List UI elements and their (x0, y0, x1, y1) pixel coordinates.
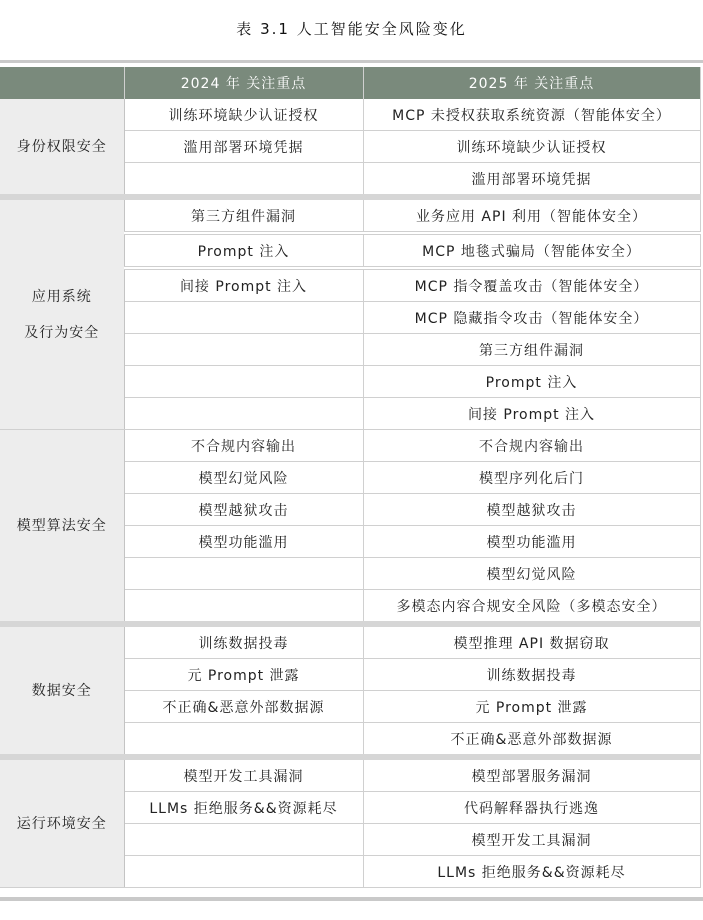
category-cell (0, 99, 124, 197)
cell-2024 (124, 856, 363, 888)
table-header-row (0, 67, 700, 99)
header-category (0, 67, 124, 99)
risk-change-table (0, 67, 701, 888)
cell-2024 (124, 366, 363, 398)
cell-2025: 业务应用 API 利用（智能体安全） (363, 197, 700, 233)
cell-2025: MCP 地毯式骗局（智能体安全） (363, 233, 700, 268)
cell-2025: 元 Prompt 泄露 (363, 691, 700, 723)
cell-2024 (124, 163, 363, 198)
category-cell (0, 624, 124, 757)
cell-2025: 第三方组件漏洞 (363, 334, 700, 366)
category-cell (0, 197, 124, 430)
cell-2024 (124, 558, 363, 590)
cell-2024: 第三方组件漏洞 (124, 197, 363, 233)
table-row (0, 624, 700, 659)
cell-2024 (124, 723, 363, 758)
category-label: 模型算法安全 (16, 517, 107, 534)
cell-2024 (124, 590, 363, 625)
cell-2025: MCP 隐藏指令攻击（智能体安全） (363, 302, 700, 334)
category-cell (0, 757, 124, 888)
cell-2025: 模型开发工具漏洞 (363, 824, 700, 856)
cell-2025: 模型功能滥用 (363, 526, 700, 558)
table-row (0, 99, 700, 131)
cell-2024: 模型功能滥用 (124, 526, 363, 558)
category-label: 应用系统 (31, 288, 92, 305)
cell-2024: 不正确&恶意外部数据源 (124, 691, 363, 723)
cell-2024: LLMs 拒绝服务&&资源耗尽 (124, 792, 363, 824)
cell-2025: 滥用部署环境凭据 (363, 163, 700, 198)
cell-2024 (124, 302, 363, 334)
table-row (0, 197, 700, 233)
header-2024: 2024 年 关注重点 (124, 67, 363, 99)
cell-2025: 模型部署服务漏洞 (363, 757, 700, 792)
cell-2025: 模型序列化后门 (363, 462, 700, 494)
table-caption: 表 3.1 人工智能安全风险变化 (236, 20, 467, 38)
cell-2025: 间接 Prompt 注入 (363, 398, 700, 430)
cell-2024: 模型开发工具漏洞 (124, 757, 363, 792)
cell-2025: MCP 未授权获取系统资源（智能体安全） (363, 99, 700, 131)
table-row (0, 757, 700, 792)
cell-2025: 训练环境缺少认证授权 (363, 131, 700, 163)
cell-2024 (124, 334, 363, 366)
cell-2025: LLMs 拒绝服务&&资源耗尽 (363, 856, 700, 888)
cell-2024: 不合规内容输出 (124, 430, 363, 462)
cell-2024 (124, 398, 363, 430)
cell-2025: 代码解释器执行逃逸 (363, 792, 700, 824)
cell-2025: 不正确&恶意外部数据源 (363, 723, 700, 758)
cell-2024: 训练环境缺少认证授权 (124, 99, 363, 131)
cell-2024: 间接 Prompt 注入 (124, 268, 363, 302)
cell-2025: 模型越狱攻击 (363, 494, 700, 526)
cell-2025: 训练数据投毒 (363, 659, 700, 691)
cell-2025: Prompt 注入 (363, 366, 700, 398)
cell-2025: 模型幻觉风险 (363, 558, 700, 590)
category-cell (0, 430, 124, 625)
category-label: 身份权限安全 (16, 138, 107, 155)
category-label: 数据安全 (31, 682, 92, 699)
category-label: 运行环境安全 (16, 815, 107, 832)
category-label: 及行为安全 (24, 324, 100, 341)
cell-2025: 不合规内容输出 (363, 430, 700, 462)
cell-2025: 模型推理 API 数据窃取 (363, 624, 700, 659)
cell-2024: 滥用部署环境凭据 (124, 131, 363, 163)
table-row (0, 430, 700, 462)
top-rule (0, 60, 703, 63)
cell-2025: 多模态内容合规安全风险（多模态安全） (363, 590, 700, 625)
cell-2024: 模型越狱攻击 (124, 494, 363, 526)
cell-2024: 模型幻觉风险 (124, 462, 363, 494)
cell-2024: Prompt 注入 (124, 233, 363, 268)
cell-2025: MCP 指令覆盖攻击（智能体安全） (363, 268, 700, 302)
cell-2024: 训练数据投毒 (124, 624, 363, 659)
cell-2024 (124, 824, 363, 856)
bottom-rule (0, 897, 703, 901)
cell-2024: 元 Prompt 泄露 (124, 659, 363, 691)
header-2025: 2025 年 关注重点 (363, 67, 700, 99)
